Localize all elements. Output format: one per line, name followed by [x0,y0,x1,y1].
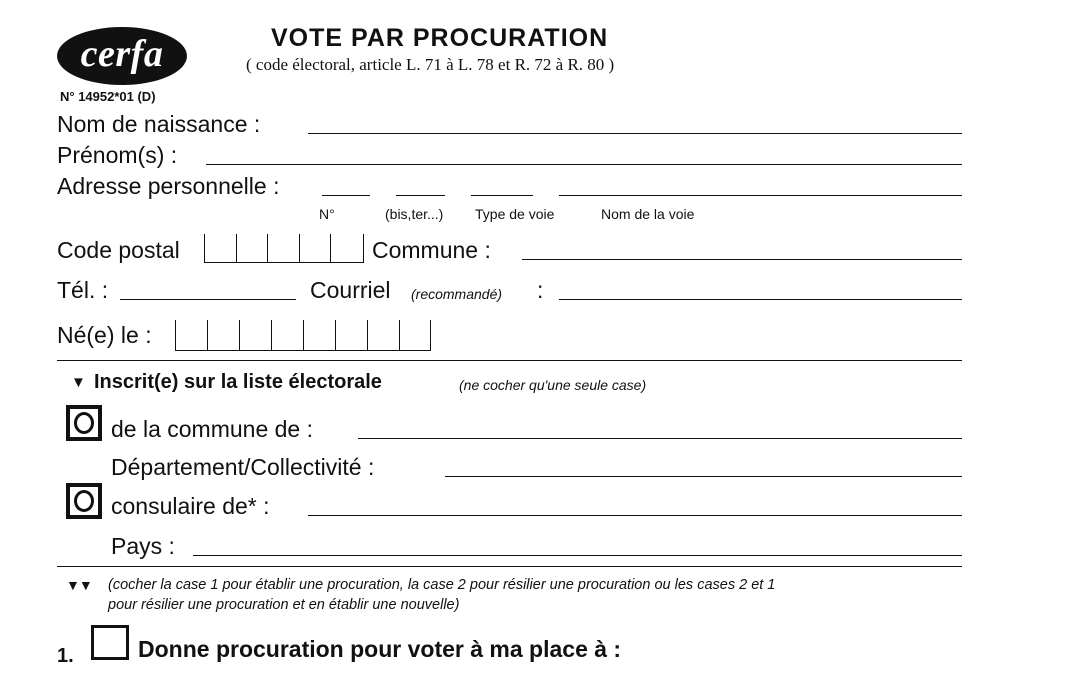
radio-circle-icon [74,490,94,512]
liste-heading: Inscrit(e) sur la liste électorale [94,371,382,393]
triangle-down-icon: ▼ [71,374,86,391]
courriel-colon: : [537,277,544,303]
courriel-label: Courriel [310,277,391,303]
commune-inscription-field[interactable] [358,438,962,439]
instructions-line-2: pour résilier une procuration et en établir une nouvelle) [108,597,460,613]
form-title: VOTE PAR PROCURATION [271,24,609,52]
option-commune-radio[interactable] [66,405,102,441]
adresse-numero-caption: N° [319,206,335,222]
date-digit[interactable] [176,320,208,350]
liste-heading-note: (ne cocher qu'une seule case) [459,377,647,393]
consulaire-field[interactable] [308,515,962,516]
nom-field[interactable] [308,133,962,134]
code-postal-label: Code postal [57,237,180,263]
section-divider [57,566,962,567]
radio-circle-icon [74,412,94,434]
nom-label: Nom de naissance : [57,111,261,137]
date-digit[interactable] [368,320,400,350]
departement-label: Département/Collectivité : [111,454,375,480]
form-number: N° 14952*01 (D) [60,89,156,104]
date-digit[interactable] [272,320,304,350]
option-consulaire-radio[interactable] [66,483,102,519]
date-digit[interactable] [240,320,272,350]
adresse-bis-ter-field[interactable] [396,195,445,196]
adresse-type-voie-caption: Type de voie [475,206,555,222]
double-triangle-down-icon: ▼▼ [66,577,92,593]
courriel-note: (recommandé) [411,286,503,302]
option-consulaire-label: consulaire de* : [111,493,270,519]
code-postal-digit[interactable] [331,234,363,262]
tel-field[interactable] [120,299,296,300]
prenom-field[interactable] [206,164,962,165]
adresse-label: Adresse personnelle : [57,173,280,199]
adresse-nom-voie-caption: Nom de la voie [601,206,695,222]
section-1-number: 1. [57,645,74,667]
code-postal-digit[interactable] [237,234,268,262]
adresse-bis-ter-caption: (bis,ter...) [385,206,444,222]
section-divider [57,360,962,361]
logo-text: cerfa [80,33,164,75]
instructions-line-1: (cocher la case 1 pour établir une procuration, la case 2 pour résilier une procuration ou les cases 2 et 1 [108,577,776,593]
adresse-type-voie-field[interactable] [471,195,533,196]
adresse-nom-voie-field[interactable] [559,195,962,196]
commune-label: Commune : [372,237,491,263]
cerfa-logo [57,27,187,85]
code-postal-digit[interactable] [268,234,300,262]
adresse-numero-field[interactable] [322,195,370,196]
tel-label: Tél. : [57,277,109,303]
section-1-checkbox[interactable] [91,625,129,660]
code-postal-digit[interactable] [300,234,331,262]
date-digit[interactable] [208,320,240,350]
form-subtitle: ( code électoral, article L. 71 à L. 78 et R. 72 à R. 80 ) [246,55,615,74]
code-postal-digit[interactable] [205,234,237,262]
code-postal-boxes[interactable] [204,234,364,263]
date-naissance-label: Né(e) le : [57,322,152,348]
date-digit[interactable] [304,320,336,350]
date-digit[interactable] [400,320,430,350]
pays-label: Pays : [111,533,175,559]
date-digit[interactable] [336,320,368,350]
option-commune-label: de la commune de : [111,416,314,442]
pays-field[interactable] [193,555,962,556]
prenom-label: Prénom(s) : [57,142,178,168]
section-1-label: Donne procuration pour voter à ma place à : [138,636,622,662]
date-naissance-boxes[interactable] [175,320,431,351]
departement-field[interactable] [445,476,962,477]
courriel-field[interactable] [559,299,962,300]
commune-field[interactable] [522,259,962,260]
